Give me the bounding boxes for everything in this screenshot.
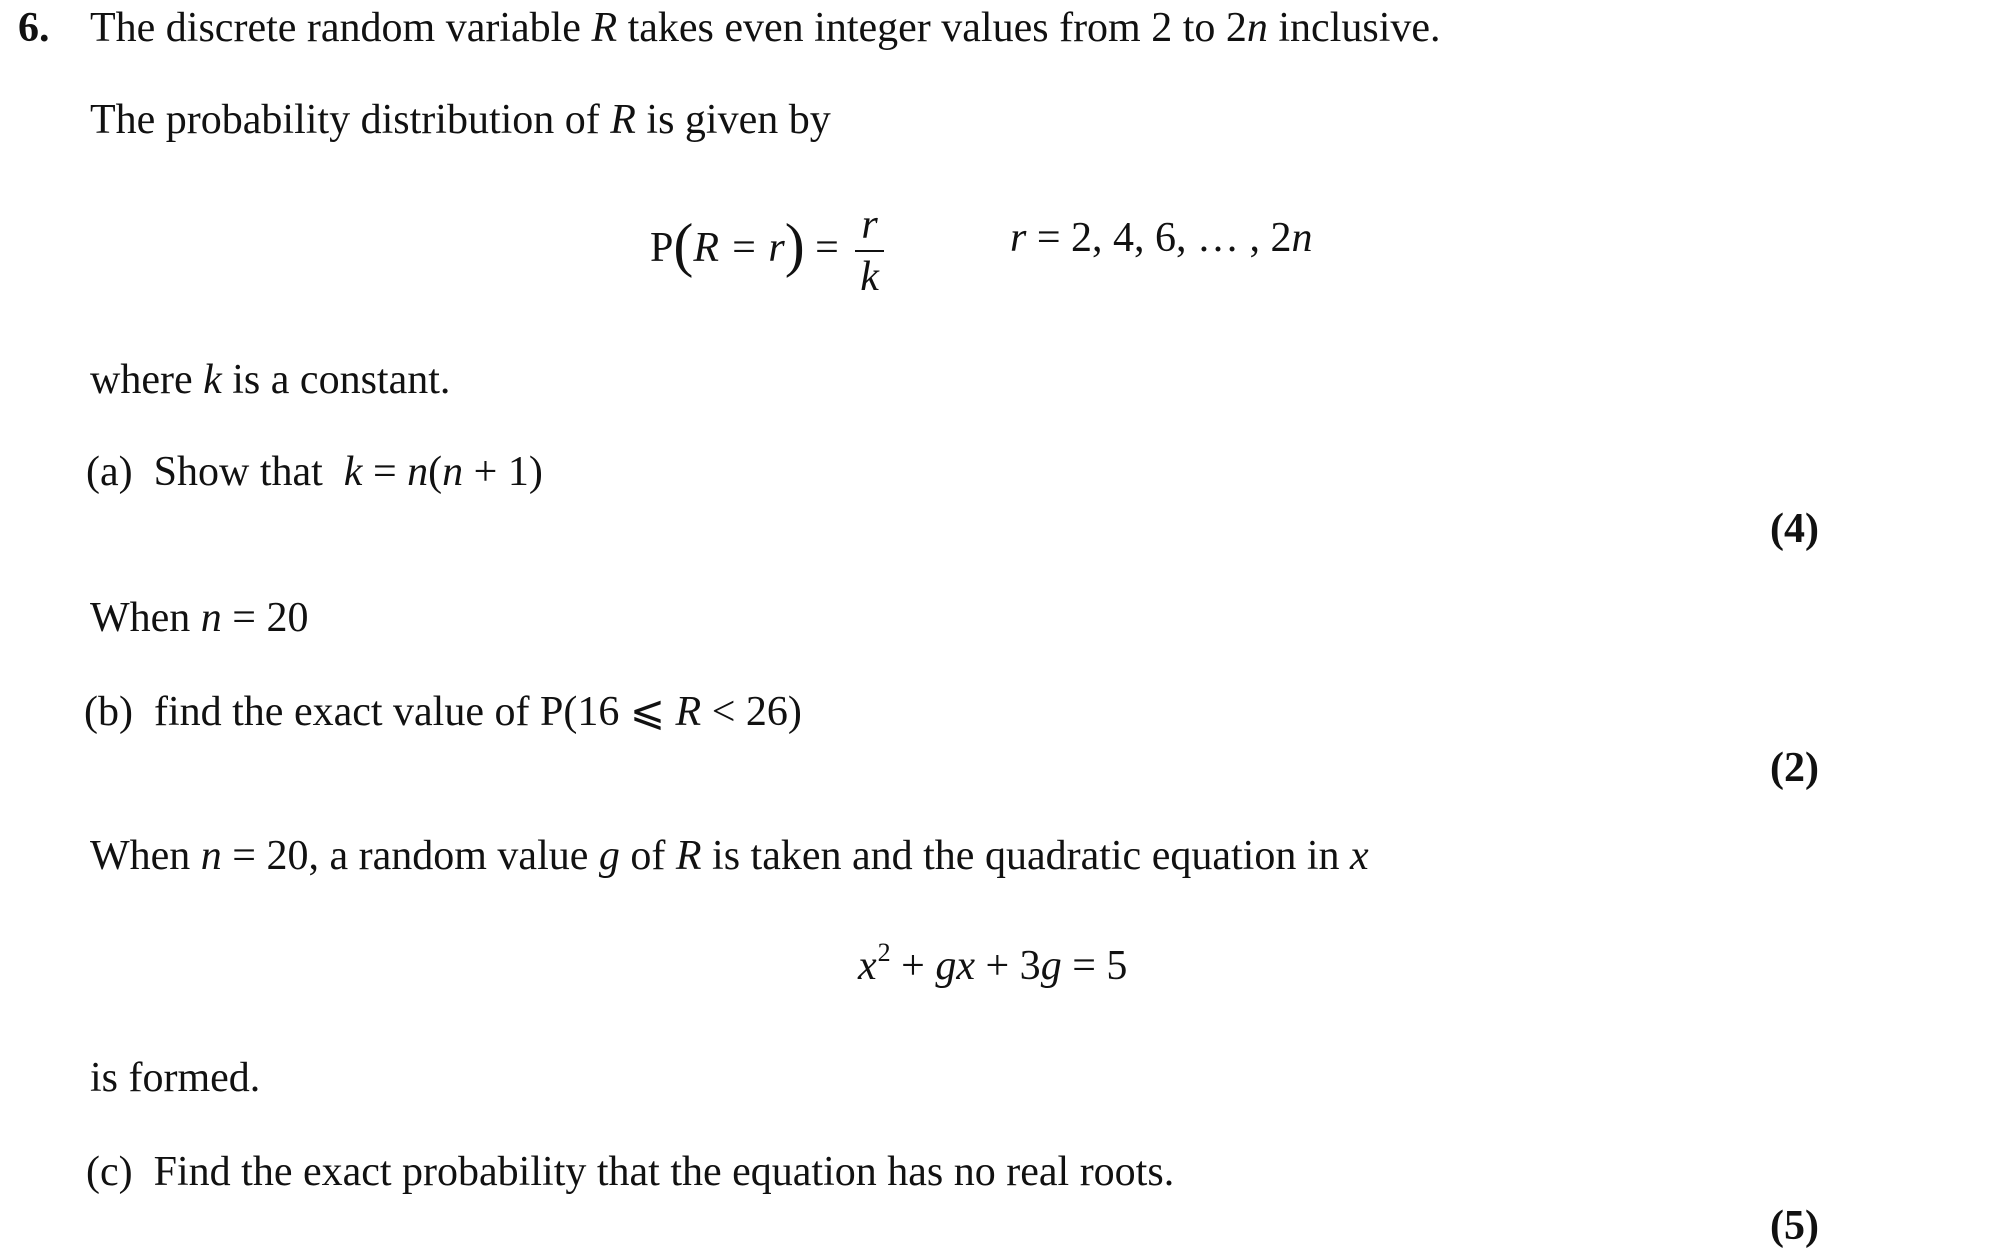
fraction-numerator: r: [855, 202, 883, 252]
var-k: k: [203, 357, 222, 403]
distribution-text: The probability distribution of: [90, 97, 611, 143]
part-a-text: Show that: [153, 449, 334, 495]
part-a-open-paren: (: [428, 449, 443, 495]
constant-note-text: where: [90, 357, 204, 403]
constant-note-text-2: is a constant.: [221, 357, 451, 403]
quad-plus: +: [890, 943, 936, 989]
var-n: n: [200, 833, 222, 879]
var-g: g: [598, 833, 620, 879]
var-R: R: [675, 833, 702, 879]
formed-text: is formed.: [90, 1055, 261, 1101]
var-k: k: [343, 449, 363, 495]
var-R: R: [610, 97, 636, 143]
quad-gx: gx: [935, 943, 975, 989]
part-b-marks: (2): [1770, 745, 1819, 791]
var-R: R: [675, 689, 702, 735]
formula-R: R: [693, 225, 719, 271]
condition-2-text-3: of: [619, 833, 676, 879]
part-a-close: + 1): [463, 449, 543, 495]
quad-x: x: [858, 943, 877, 989]
var-x: x: [1350, 833, 1369, 879]
part-a-label: (a): [86, 449, 133, 495]
var-n: n: [1246, 5, 1268, 51]
formula-eq-r: = r: [719, 225, 785, 271]
part-a-marks: (4): [1770, 506, 1819, 552]
fraction: [855, 202, 883, 300]
condition-value: = 20: [221, 595, 309, 641]
question-number: 6.: [18, 5, 50, 51]
formula-open-paren: (: [673, 212, 694, 278]
distribution-sentence: [90, 94, 831, 146]
part-c-marks: (5): [1770, 1203, 1819, 1249]
part-b: [84, 686, 802, 738]
formula-equals: =: [804, 225, 850, 271]
part-c: [86, 1146, 1174, 1198]
fraction-denominator: k: [860, 254, 879, 301]
part-b-text: find the exact value of P(16 ⩽: [153, 689, 676, 735]
part-b-label: (b): [84, 689, 133, 735]
quad-plus-3: + 3: [975, 943, 1041, 989]
condition-2-text-2: = 20, a random value: [221, 833, 599, 879]
range-values: [1010, 212, 1313, 264]
condition-2-text: When: [90, 833, 201, 879]
range-r: r: [1010, 215, 1027, 261]
condition-2-text-4: is taken and the quadratic equation in: [701, 833, 1350, 879]
var-R: R: [591, 5, 618, 51]
part-a-equals: =: [362, 449, 408, 495]
formula-P: P: [650, 225, 674, 271]
part-a: [86, 446, 543, 498]
condition-2: [90, 830, 1369, 882]
intro-text: The discrete random variable: [90, 5, 592, 51]
condition-text: When: [90, 595, 201, 641]
quad-g: g: [1040, 943, 1062, 989]
var-n: n: [200, 595, 222, 641]
var-n: n: [442, 449, 464, 495]
part-c-text: Find the exact probability that the equation has no real roots.: [153, 1149, 1175, 1195]
distribution-text-2: is given by: [635, 97, 831, 143]
probability-formula: [650, 186, 890, 301]
range-n: n: [1291, 215, 1313, 261]
quadratic-equation: [858, 940, 1127, 997]
question-intro: [90, 2, 1441, 54]
constant-note: [90, 354, 450, 406]
intro-text-3: inclusive.: [1267, 5, 1441, 51]
part-b-text-2: < 26): [701, 689, 802, 735]
quad-exponent: 2: [877, 938, 891, 967]
formula-close-paren: ): [784, 212, 805, 278]
condition-n-20: [90, 592, 308, 644]
intro-text-2: takes even integer values from 2 to 2: [617, 5, 1247, 51]
range-list: = 2, 4, 6, … , 2: [1026, 215, 1292, 261]
part-c-label: (c): [86, 1149, 133, 1195]
var-n: n: [407, 449, 429, 495]
quad-rhs: = 5: [1061, 943, 1128, 989]
